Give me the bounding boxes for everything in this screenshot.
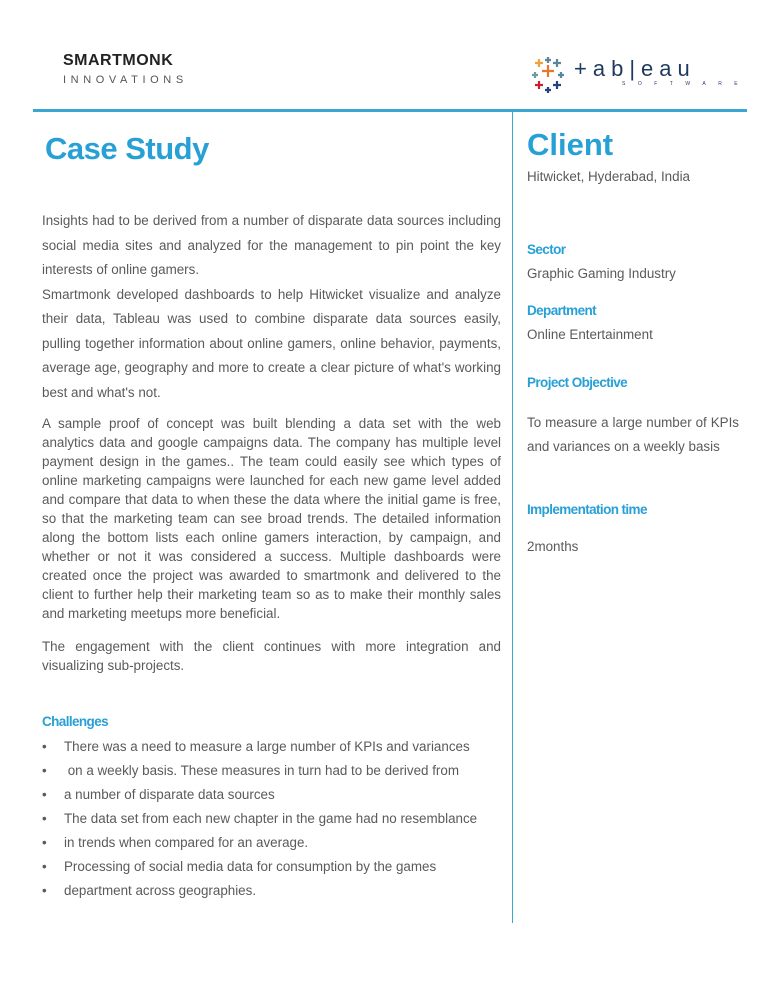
list-item: • a number of disparate data sources (42, 787, 275, 802)
body-paragraphs (42, 414, 501, 675)
paragraph: Insights had to be derived from a number of disparate data sources including social media sites and analyzed for the management to pin point the key interests of online gamers. (42, 213, 501, 277)
client-title: Client (527, 127, 614, 162)
list-item: • on a weekly basis. These measures in turn had to be derived from (42, 763, 459, 778)
time-label: Implementation time (527, 502, 647, 517)
paragraph: A sample proof of concept was built blending a data set with the web analytics data and google campaigns data. The company has multiple level payment design in the games.. The team could easily see which types of online marketing campaigns were launched for each new game level added and compare that data to when these the data where the initial game is free, so that the marketing team can see broad trends. The detailed information along the bottom lists each online gamers interaction, by campaign, and whether or not it was considered a success. Multiple dashboards were created once the project was awarded to smartmonk and delivered to the client to further help their marketing team so as to make their monthly sales and marketing meetups more beneficial. (42, 416, 501, 621)
time-value: 2months (527, 539, 579, 554)
company-sub: INNOVATIONS (63, 74, 188, 86)
company-name: SMARTMONK (63, 52, 174, 69)
objective-label: Project Objective (527, 375, 628, 390)
list-item: • in trends when compared for an average. (42, 835, 309, 850)
department-label: Department (527, 303, 597, 318)
paragraph: The engagement with the client continues with more integration and visualizing sub-projects. (42, 639, 501, 673)
list-item: • department across geographies. (42, 883, 257, 898)
list-item: • Processing of social media data for consumption by the games (42, 859, 437, 874)
intro-paragraphs (42, 209, 501, 405)
client-name: Hitwicket, Hyderabad, India (527, 169, 690, 184)
tableau-cross-icon (530, 57, 566, 93)
challenges-list (42, 735, 512, 903)
partner-sub: SOFTWARE (622, 81, 751, 87)
list-item: • The data set from each new chapter in the game had no resemblance (42, 811, 478, 826)
sector-label: Sector (527, 242, 566, 257)
challenges-heading: Challenges (42, 714, 109, 729)
objective-value: To measure a large number of KPIs and variances on a weekly basis (527, 415, 739, 454)
list-item: • There was a need to measure a large number of KPIs and variances (42, 739, 470, 754)
smartmonk-logo (63, 52, 188, 86)
paragraph: Smartmonk developed dashboards to help Hitwicket visualize and analyze their data, Tableau was used to combine disparate data sources easily, pulling together information about online gamers, online behavior, payments, average age, geography and more to create a clear picture of what's working best and what's not. (42, 286, 501, 400)
partner-name: +ab|eau (574, 56, 696, 81)
page-title: Case Study (45, 131, 209, 166)
department-value: Online Entertainment (527, 327, 653, 342)
header-divider (33, 109, 747, 112)
tableau-logo (530, 57, 750, 93)
sector-value: Graphic Gaming Industry (527, 266, 676, 281)
column-divider (512, 111, 513, 923)
